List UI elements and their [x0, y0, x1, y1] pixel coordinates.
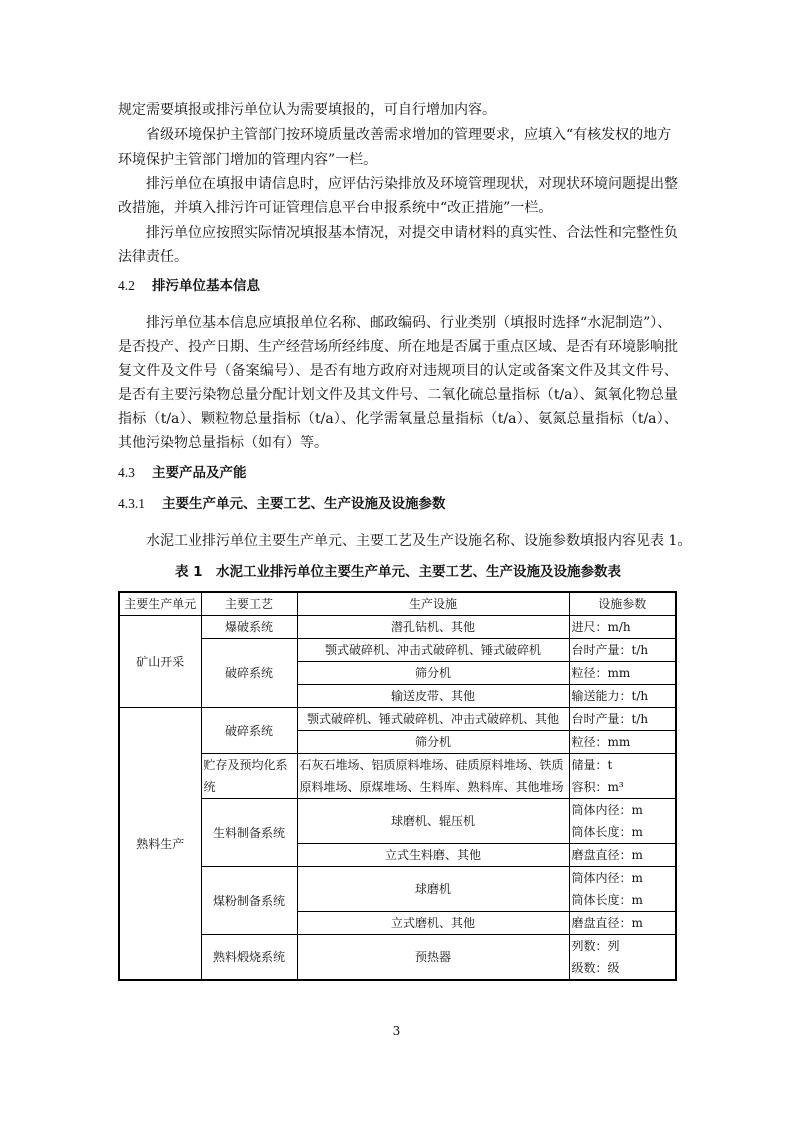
section-heading-4-3 — [118, 463, 678, 483]
param-cell: 粒径：mm — [569, 731, 676, 754]
param-cell: 粒径：mm — [569, 662, 676, 685]
unit-cell: 熟料生产 — [119, 708, 201, 981]
table-row — [119, 867, 676, 912]
param-line: 筒体长度：m — [571, 893, 643, 907]
paragraph-line: 是否投产、投产日期、生产经营场所经纬度、所在地是否属于重点区域、是否有环境影响批 — [118, 339, 678, 355]
table-row — [119, 935, 676, 981]
table-row — [119, 708, 676, 731]
unit-cell: 矿山开采 — [119, 616, 201, 708]
facility-cell: 石灰石堆场、铝质原料堆场、硅质原料堆场、铁质原料堆场、原煤堆场、生料库、熟料库、其他堆场 — [297, 754, 569, 799]
section-title: 排污单位基本信息 — [152, 278, 260, 294]
paragraph-line: 其他污染物总量指标（如有）等。 — [118, 435, 328, 451]
page-number: 3 — [392, 1024, 401, 1038]
process-cell: 熟料煅烧系统 — [201, 935, 297, 981]
table-header-row — [119, 592, 676, 616]
param-cell — [569, 935, 676, 981]
facility-cell: 球磨机 — [297, 867, 569, 912]
process-cell: 生料制备系统 — [201, 799, 297, 867]
section-title: 主要生产单元、主要工艺、生产设施及设施参数 — [162, 496, 446, 512]
param-cell — [569, 754, 676, 799]
table-row — [119, 754, 676, 799]
section-number: 4.3.1 — [118, 496, 145, 511]
param-line: 级数：级 — [571, 961, 620, 975]
facility-parameter-table — [118, 591, 677, 981]
section-title: 主要产品及产能 — [152, 465, 247, 481]
param-cell: 台时产量：t/h — [569, 708, 676, 731]
paragraph-line: 法律责任。 — [118, 249, 188, 265]
facility-cell: 输送皮带、其他 — [297, 685, 569, 708]
param-cell: 台时产量：t/h — [569, 639, 676, 662]
paragraph-line: 省级环境保护主管部门按环境质量改善需求增加的管理要求，应填入“有核发权的地方 — [146, 127, 672, 143]
header-cell: 生产设施 — [297, 592, 569, 616]
facility-cell: 预热器 — [297, 935, 569, 981]
section-heading-4-2 — [118, 276, 678, 296]
facility-cell: 筛分机 — [297, 731, 569, 754]
paragraph-line: 排污单位基本信息应填报单位名称、邮政编码、行业类别（填报时选择“水泥制造”）、 — [146, 315, 672, 331]
paragraph-line: 排污单位在填报申请信息时，应评估污染排放及环境管理现状，对现状环境问题提出整 — [146, 176, 678, 192]
section-heading-4-3-1 — [118, 494, 678, 514]
param-cell: 进尺：m/h — [569, 616, 676, 639]
facility-cell: 球磨机、辊压机 — [297, 799, 569, 844]
facility-cell: 潜孔钻机、其他 — [297, 616, 569, 639]
table-row — [119, 639, 676, 662]
paragraph-line: 改措施，并填入排污许可证管理信息平台申报系统中“改正措施”一栏。 — [118, 200, 553, 216]
param-line: 容积：m³ — [571, 780, 624, 794]
header-cell: 主要生产单元 — [119, 592, 201, 616]
table-row — [119, 799, 676, 844]
facility-cell: 筛分机 — [297, 662, 569, 685]
process-cell: 破碎系统 — [201, 639, 297, 708]
table-row — [119, 616, 676, 639]
process-cell: 煤粉制备系统 — [201, 867, 297, 935]
paragraph-line: 环境保护主管部门增加的管理内容”一栏。 — [118, 152, 378, 168]
facility-cell: 立式生料磨、其他 — [297, 844, 569, 867]
paragraph-line: 规定需要填报或排污单位认为需要填报的，可自行增加内容。 — [118, 102, 496, 118]
process-cell: 破碎系统 — [201, 708, 297, 754]
section-number: 4.2 — [118, 278, 135, 293]
paragraph-line: 排污单位应按照实际情况填报基本情况，对提交申请材料的真实性、合法性和完整性负 — [146, 225, 678, 241]
paragraph-line: 是否有主要污染物总量分配计划文件及其文件号、二氧化硫总量指标（t/a）、氮氧化物总量 — [118, 387, 678, 403]
param-line: 列数：列 — [571, 939, 620, 953]
facility-cell: 立式磨机、其他 — [297, 912, 569, 935]
param-line: 筒体长度：m — [571, 825, 643, 839]
paragraph-line: 复文件及文件号（备案编号）、是否有地方政府对违规项目的认定或备案文件及其文件号、 — [118, 363, 678, 379]
process-cell: 贮存及预均化系统 — [201, 754, 297, 799]
facility-cell: 颚式破碎机、锤式破碎机、冲击式破碎机、其他 — [297, 708, 569, 731]
param-cell: 磨盘直径：m — [569, 844, 676, 867]
paragraph-line: 水泥工业排污单位主要生产单元、主要工艺及生产设施名称、设施参数填报内容见表 1。 — [146, 533, 692, 549]
param-cell: 输送能力：t/h — [569, 685, 676, 708]
process-cell: 爆破系统 — [201, 616, 297, 639]
header-cell: 设施参数 — [569, 592, 676, 616]
param-cell — [569, 799, 676, 844]
param-line: 储量：t — [571, 758, 613, 772]
param-cell: 磨盘直径：m — [569, 912, 676, 935]
param-line: 筒体内径：m — [571, 803, 643, 817]
paragraph-line: 指标（t/a）、颗粒物总量指标（t/a）、化学需氧量总量指标（t/a）、氨氮总量指标（t/a）、 — [118, 411, 678, 427]
header-cell: 主要工艺 — [201, 592, 297, 616]
facility-cell: 颚式破碎机、冲击式破碎机、锤式破碎机 — [297, 639, 569, 662]
param-cell — [569, 867, 676, 912]
section-number: 4.3 — [118, 465, 135, 480]
table-caption: 表 1 水泥工业排污单位主要生产单元、主要工艺、生产设施及设施参数表 — [174, 564, 622, 580]
param-line: 筒体内径：m — [571, 871, 643, 885]
